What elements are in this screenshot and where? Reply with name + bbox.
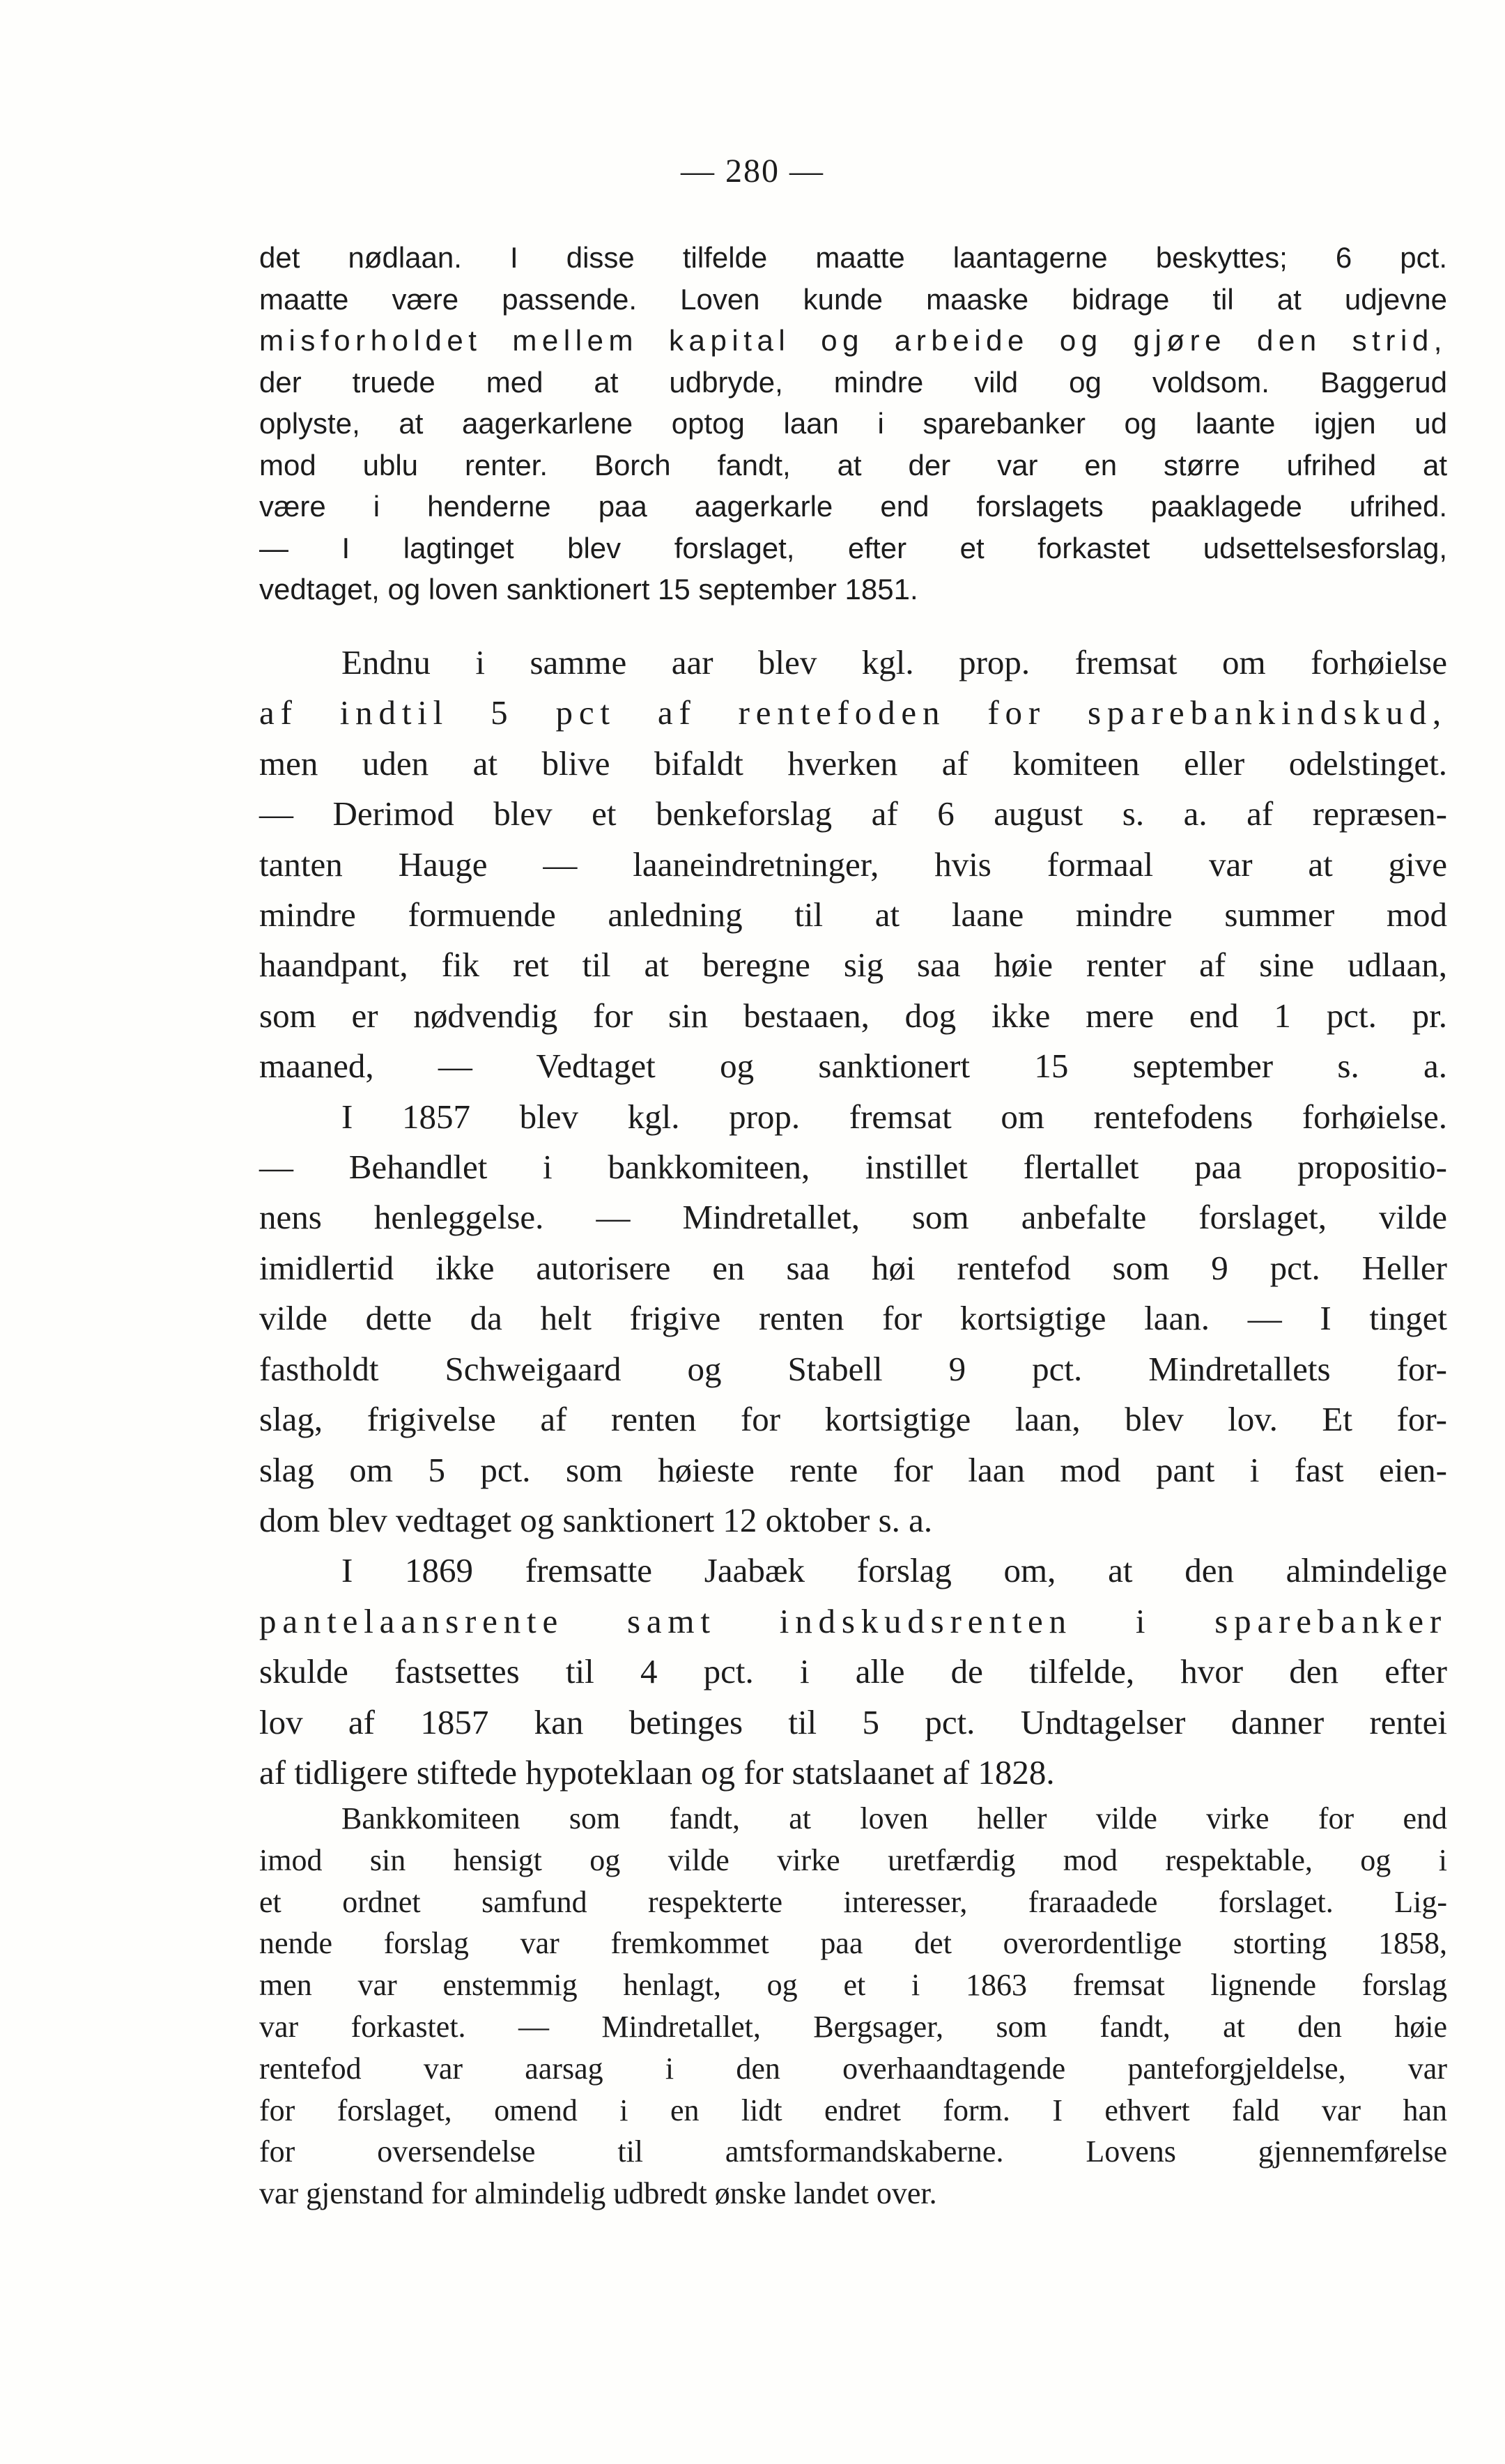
text-line: vedtaget, og loven sanktionert 15 september 1851. [259, 573, 918, 606]
text-line: som er nødvendig for sin bestaaen, dog ikke mere end 1 pct. pr. [259, 996, 1447, 1035]
text-line: nens henleggelse. — Mindretallet, som anbefalte forslaget, vilde [259, 1198, 1447, 1237]
text-line: rentefod var aarsag i den overhaandtagende panteforgjeldelse, var [259, 2051, 1447, 2086]
text-line: haandpant, fik ret til at beregne sig saa høie renter af sine udlaan, [259, 946, 1447, 985]
text-line: et ordnet samfund respekterte interesser, fraraadede forslaget. Lig- [259, 1884, 1447, 1919]
text-line: for forslaget, omend i en lidt endret form. I ethvert fald var han [259, 2093, 1447, 2127]
text-line: var forkastet. — Mindretallet, Bergsager, som fandt, at den høie [259, 2009, 1447, 2044]
text-line: tanten Hauge — laaneindretninger, hvis formaal var at give [259, 845, 1447, 884]
text-line: dom blev vedtaget og sanktionert 12 oktober s. a. [259, 1500, 933, 1539]
text-line: for oversendelse til amtsformandskaberne. Lovens gjennemførelse [259, 2134, 1447, 2169]
text-line: vilde dette da helt frigive renten for kortsigtige laan. — I tinget [259, 1299, 1447, 1338]
text-line: — Behandlet i bankkomiteen, instillet flertallet paa propositio- [259, 1148, 1447, 1187]
text-line: der truede med at udbryde, mindre vild og voldsom. Baggerud [259, 365, 1447, 399]
text-line: af tidligere stiftede hypoteklaan og for statslaanet af 1828. [259, 1753, 1055, 1792]
text-line: mod ublu renter. Borch fandt, at der var en større ufrihed at [259, 448, 1447, 482]
page-number: — 280 — [681, 153, 824, 190]
paragraph-small-print [259, 237, 1447, 610]
text-line: Bankkomiteen som fandt, at loven heller vilde virke for end [341, 1801, 1447, 1835]
text-line: I 1869 fremsatte Jaabæk forslag om, at den almindelige [341, 1551, 1447, 1590]
text-line: nende forslag var fremkommet paa det overordentlige storting 1858, [259, 1926, 1447, 1961]
text-line: maaned, — Vedtaget og sanktionert 15 september s. a. [259, 1047, 1447, 1086]
text-line: Endnu i samme aar blev kgl. prop. fremsat om forhøielse [341, 643, 1447, 682]
text-line: fastholdt Schweigaard og Stabell 9 pct. Mindretallets for- [259, 1349, 1447, 1388]
text-line: oplyste, at aagerkarlene optog laan i sparebanker og laante igjen ud [259, 407, 1447, 440]
text-line: — Derimod blev et benkeforslag af 6 august s. a. af repræsen- [259, 794, 1447, 833]
text-line: men uden at blive bifaldt hverken af komiteen eller odelstinget. [259, 744, 1447, 783]
text-line: skulde fastsettes til 4 pct. i alle de tilfelde, hvor den efter [259, 1652, 1447, 1691]
text-line: var gjenstand for almindelig udbredt ønske landet over. [259, 2176, 937, 2211]
text-line: imidlertid ikke autorisere en saa høi rentefod som 9 pct. Heller [259, 1248, 1447, 1287]
paragraph-main-text [259, 638, 1447, 1798]
text-line: være i henderne paa aagerkarle end forslagets paaklagede ufrihed. [259, 490, 1447, 523]
text-line: imod sin hensigt og vilde virke uretfærdig mod respektable, og i [259, 1842, 1447, 1877]
text-line: det nødlaan. I disse tilfelde maatte laantagerne beskyttes; 6 pct. [259, 241, 1447, 274]
text-line: slag, frigivelse af renten for kortsigtige laan, blev lov. Et for- [259, 1400, 1447, 1439]
text-line: mindre formuende anledning til at laane mindre summer mod [259, 895, 1447, 934]
paragraph-footnote-text [259, 1798, 1447, 2215]
text-line: maatte være passende. Loven kunde maaske bidrage til at udjevne [259, 282, 1447, 316]
text-line: pantelaansrente samt indskudsrenten i sparebanker [259, 1601, 1447, 1640]
text-line: slag om 5 pct. som høieste rente for laan mod pant i fast eien- [259, 1450, 1447, 1489]
text-line: misforholdet mellem kapital og arbeide og gjøre den strid, [259, 324, 1447, 357]
text-line: — I lagtinget blev forslaget, efter et forkastet udsettelsesforslag, [259, 531, 1447, 564]
text-line: lov af 1857 kan betinges til 5 pct. Undtagelser danner rentei [259, 1702, 1447, 1741]
text-line: I 1857 blev kgl. prop. fremsat om rentefodens forhøielse. [341, 1097, 1447, 1136]
text-line: af indtil 5 pct af rentefoden for sparebankindskud, [259, 693, 1447, 732]
text-line: men var enstemmig henlagt, og et i 1863 fremsat lignende forslag [259, 1968, 1447, 2003]
